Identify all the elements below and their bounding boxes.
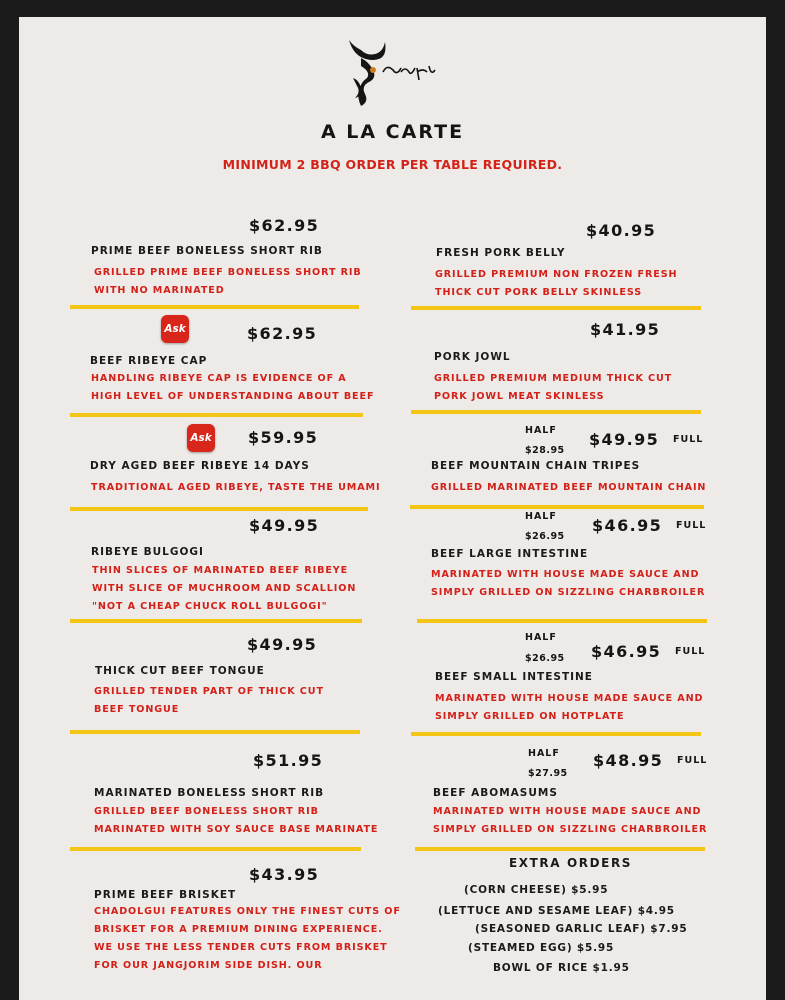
full-label: FULL [677,755,708,766]
item-price: $49.95 [589,430,660,449]
extra-item: BOWL OF RICE $1.95 [493,962,630,974]
item-description: GRILLED PREMIUM NON FROZEN FRESH THICK CUT PORK BELLY SKINLESS [435,269,678,298]
ask-badge: Ask [161,315,189,343]
item-name: MARINATED BONELESS SHORT RIB [94,787,325,799]
item-description: CHADOLGUI FEATURES ONLY THE FINEST CUTS OF BRISKET FOR A PREMIUM DINING EXPERIENCE. WE USE THE LESS TENDER CUTS FROM BRISKET FOR OUR JANGJORIM SIDE DISH. OUR [94,906,401,971]
item-price: $59.95 [248,428,319,447]
full-label: FULL [673,434,704,445]
item-price: $62.95 [247,324,318,343]
item-name: BEEF RIBEYE CAP [90,355,208,367]
separator [70,507,368,511]
separator [417,619,707,623]
extra-item: (LETTUCE AND SESAME LEAF) $4.95 [438,905,675,917]
extra-item: (CORN CHEESE) $5.95 [464,884,609,896]
full-label: FULL [675,646,706,657]
separator [70,847,361,851]
half-price: $28.95 [525,445,565,456]
separator [70,413,363,417]
item-description: MARINATED WITH HOUSE MADE SAUCE AND SIMPLY GRILLED ON HOTPLATE [435,693,704,722]
item-price: $46.95 [591,642,662,661]
item-name: RIBEYE BULGOGI [91,546,204,558]
half-price: $26.95 [525,653,565,664]
item-name: DRY AGED BEEF RIBEYE 14 DAYS [90,460,310,472]
item-name: FRESH PORK BELLY [436,247,566,259]
item-description: THIN SLICES OF MARINATED BEEF RIBEYE WITH SLICE OF MUCHROOM AND SCALLION "NOT A CHEAP CHUCK ROLL BULGOGI" [92,565,357,612]
item-description: GRILLED TENDER PART OF THICK CUT BEEF TONGUE [94,686,324,715]
item-name: BEEF ABOMASUMS [433,787,558,799]
brand-script [383,66,435,80]
item-description: GRILLED MARINATED BEEF MOUNTAIN CHAIN [431,482,707,493]
item-description: GRILLED BEEF BONELESS SHORT RIB MARINATED WITH SOY SAUCE BASE MARINATE [94,806,379,835]
minimum-order-notice: MINIMUM 2 BBQ ORDER PER TABLE REQUIRED. [222,157,563,172]
item-name: BEEF LARGE INTESTINE [431,548,589,560]
extra-orders-title: EXTRA ORDERS [509,856,633,870]
item-name: PRIME BEEF BRISKET [94,889,237,901]
item-name: PRIME BEEF BONELESS SHORT RIB [91,245,323,257]
half-price: $27.95 [528,768,568,779]
bull-logo-icon [339,32,449,107]
half-label: HALF [528,748,560,759]
item-price: $40.95 [586,221,657,240]
half-label: HALF [525,425,557,436]
item-name: BEEF SMALL INTESTINE [435,671,593,683]
ask-badge: Ask [187,424,215,452]
item-description: GRILLED PREMIUM MEDIUM THICK CUT PORK JOWL MEAT SKINLESS [434,373,673,402]
item-price: $48.95 [593,751,664,770]
half-price: $26.95 [525,531,565,542]
item-price: $62.95 [249,216,320,235]
full-label: FULL [676,520,707,531]
item-price: $46.95 [592,516,663,535]
menu-page [19,17,766,1000]
item-price: $49.95 [249,516,320,535]
separator [70,305,359,309]
separator [410,505,704,509]
half-label: HALF [525,511,557,522]
separator [411,410,701,414]
separator [70,619,362,623]
separator [411,732,701,736]
item-price: $51.95 [253,751,324,770]
item-price: $49.95 [247,635,318,654]
item-name: PORK JOWL [434,351,511,363]
separator [411,306,701,310]
item-name: THICK CUT BEEF TONGUE [95,665,265,677]
item-description: TRADITIONAL AGED RIBEYE, TASTE THE UMAMI [91,482,381,493]
extra-item: (STEAMED EGG) $5.95 [468,942,615,954]
item-description: HANDLING RIBEYE CAP IS EVIDENCE OF A HIGH LEVEL OF UNDERSTANDING ABOUT BEEF [91,373,375,402]
item-description: GRILLED PRIME BEEF BONELESS SHORT RIB WITH NO MARINATED [94,267,362,296]
item-description: MARINATED WITH HOUSE MADE SAUCE AND SIMPLY GRILLED ON SIZZLING CHARBROILER [431,569,706,598]
page-title: A LA CARTE [320,121,465,143]
separator [70,730,360,734]
extra-item: (SEASONED GARLIC LEAF) $7.95 [475,923,688,935]
item-description: MARINATED WITH HOUSE MADE SAUCE AND SIMPLY GRILLED ON SIZZLING CHARBROILER [433,806,708,835]
separator [415,847,705,851]
item-price: $41.95 [590,320,661,339]
item-name: BEEF MOUNTAIN CHAIN TRIPES [431,460,641,472]
item-price: $43.95 [249,865,320,884]
half-label: HALF [525,632,557,643]
